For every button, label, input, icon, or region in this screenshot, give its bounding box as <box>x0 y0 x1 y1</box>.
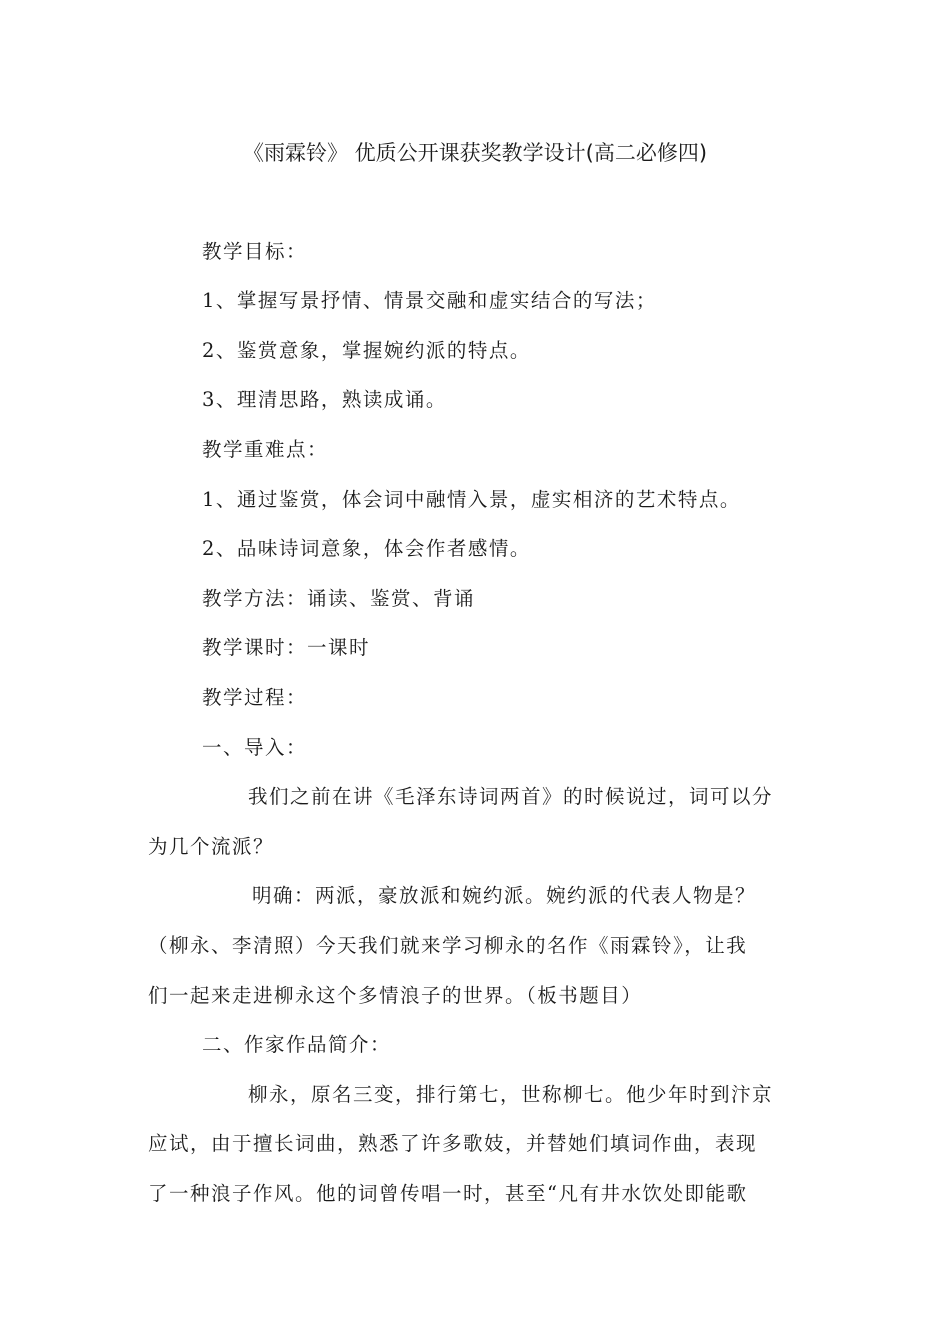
paragraph-line: （柳永、李清照）今天我们就来学习柳永的名作《雨霖铃》，让我 <box>148 934 748 957</box>
key-point-item: 1、通过鉴赏，体会词中融情入景，虚实相济的艺术特点。 <box>202 488 741 511</box>
paragraph-line: 我们之前在讲《毛泽东诗词两首》的时候说过，词可以分 <box>248 785 774 808</box>
section-heading-author-intro: 二、作家作品简介： <box>202 1033 392 1056</box>
paragraph-line: 们一起来走进柳永这个多情浪子的世界。（板书题目） <box>148 984 643 1007</box>
objective-item: 1、掌握写景抒情、情景交融和虚实结合的写法； <box>202 289 657 312</box>
heading-teaching-process: 教学过程： <box>202 686 308 709</box>
objective-item: 3、理清思路，熟读成诵。 <box>202 388 447 411</box>
document-title: 《雨霖铃》 优质公开课获奖教学设计(高二必修四) <box>242 141 708 165</box>
objective-item: 2、鉴赏意象，掌握婉约派的特点。 <box>202 339 531 362</box>
paragraph-line: 为几个流派？ <box>148 835 275 858</box>
paragraph-line: 应试，由于擅长词曲，熟悉了许多歌妓，并替她们填词作曲，表现 <box>148 1132 758 1155</box>
heading-teaching-objectives: 教学目标： <box>202 240 308 263</box>
teaching-hours: 教学课时：一课时 <box>202 636 371 659</box>
heading-key-points: 教学重难点： <box>202 438 329 461</box>
paragraph-line: 了一种浪子作风。他的词曾传唱一时，甚至“凡有井水饮处即能歌 <box>148 1182 748 1205</box>
key-point-item: 2、品味诗词意象，体会作者感情。 <box>202 537 531 560</box>
paragraph-line: 柳永，原名三变，排行第七，世称柳七。他少年时到汴京 <box>248 1083 774 1106</box>
teaching-method: 教学方法：诵读、鉴赏、背诵 <box>202 587 476 610</box>
paragraph-line: 明确：两派，豪放派和婉约派。婉约派的代表人物是？ <box>252 884 757 907</box>
section-heading-intro: 一、导入： <box>202 736 308 759</box>
